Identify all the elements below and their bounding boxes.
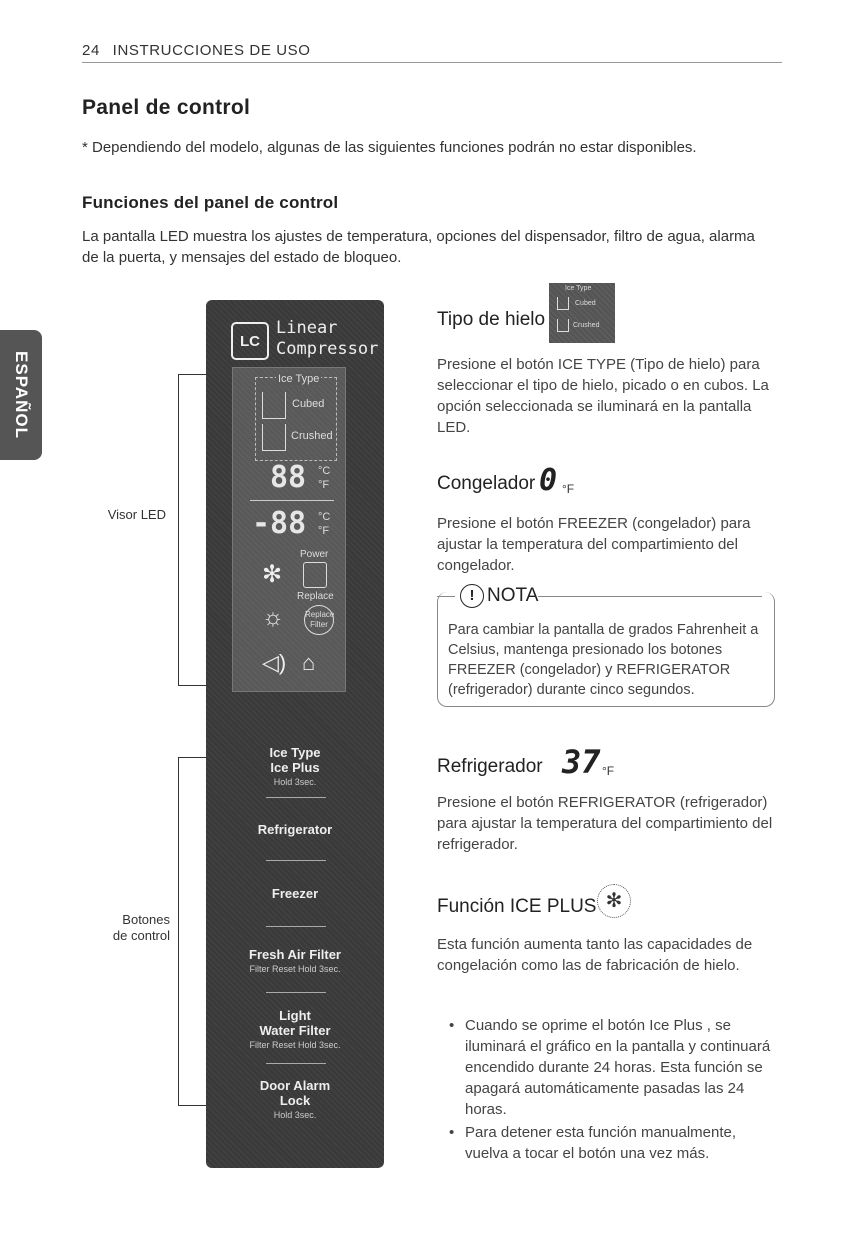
brand-text [276,318,378,360]
note-body: Para cambiar la pantalla de grados Fahrenheit a Celsius, mantenga presionado los botones FREEZER (congelador) y REFRIGERATOR (refrigerador) durante cinco segundos. [448,622,759,698]
refrigerador-body: Presione el botón REFRIGERATOR (refrigerador) para ajustar la temperatura del compartimiento del refrigerador. [437,794,773,853]
fahrenheit-label: °F [318,525,330,537]
language-tab [0,330,42,460]
page-header [82,42,311,59]
brand-line1: Linear [276,318,338,338]
ice-type-icon-crushed: Crushed [573,322,600,329]
fahrenheit-label: °F [318,479,330,491]
lcd-power: Power [300,549,329,560]
replace-filter-icon: Replace Filter [304,605,334,635]
refrigerador-unit: °F [602,764,615,778]
hold-label: Hold 3sec. [273,777,317,787]
botones-label-line1: Botones [122,912,170,927]
lock-icon: ⌂ [302,650,316,675]
lcd-crushed: Crushed [291,430,333,442]
fridge-units [318,510,330,538]
visor-led-label: Visor LED [107,507,166,522]
page-number: 24 [82,42,100,59]
brand-line2: Compressor [276,339,379,359]
iceplus-body: Esta función aumenta tanto las capacidades de congelación como las de fabricación de hielo. [437,936,753,974]
info-icon: ! [460,584,484,608]
ice-type-button[interactable] [206,745,384,790]
button-divider [266,860,326,861]
celsius-label: °C [318,511,331,523]
freezer-digits: 88 [270,460,307,495]
congelador-title: Congelador [437,473,536,494]
botones-label [90,912,170,944]
note-rule [512,596,762,597]
ice-type-icon-cubed: Cubed [575,300,596,307]
fresh-air-filter-button[interactable] [206,947,384,977]
button-divider [266,797,326,798]
ice-type-icon-title: Ice Type [565,285,592,292]
lcd-divider [250,500,334,501]
door-alarm-lock-button[interactable] [206,1078,384,1123]
refrigerador-title: Refrigerador [437,756,543,777]
lcd-ice-type: Ice Type [278,373,320,385]
fridge-digits: -88 [252,506,307,541]
iceplus-bullets [437,1015,777,1166]
button-divider [266,992,326,993]
freezer-units [318,464,330,492]
page-title: Panel de control [82,96,251,119]
water-filter-label: Water Filter [259,1023,331,1038]
iceplus-title: Función ICE PLUS [437,896,597,917]
language-tab-label: ESPAÑOL [12,351,31,439]
snowflake-icon: ✻ [597,884,631,918]
section-name: INSTRUCCIONES DE USO [112,42,311,59]
hold-label: Hold 3sec. [273,1110,317,1120]
speaker-icon: ◁) [262,650,287,675]
light-water-filter-button[interactable] [206,1008,384,1053]
cup-icon [262,392,286,419]
ice-type-icon [549,283,615,343]
freezer-button[interactable]: Freezer [271,886,319,901]
congelador-digit: 0 [539,463,558,498]
door-alarm-label: Door Alarm [259,1078,331,1093]
intro-text: La pantalla LED muestra los ajustes de temperatura, opciones del dispensador, filtro de agua, alarma de la puerta, y mensajes del estado de bloqueo. [82,228,755,266]
cup-icon [557,297,569,310]
congelador-body: Presione el botón FREEZER (congelador) para ajustar la temperatura del compartimiento del congelador. [437,515,751,574]
lock-label: Lock [279,1093,311,1108]
subtitle: Funciones del panel de control [82,193,339,212]
list-item: • Para detener esta función manualmente, vuelva a tocar el botón una vez más. [437,1122,777,1164]
note-title: NOTA [487,585,539,606]
celsius-label: °C [318,465,331,477]
lcd-replace: Replace [297,591,334,602]
refrigerador-digits: 37 [562,743,601,781]
refrigerator-button[interactable]: Refrigerator [257,822,333,837]
cup-icon [262,424,286,451]
button-divider [266,1063,326,1064]
button-divider [266,926,326,927]
congelador-unit: °F [562,482,575,496]
header-rule [82,62,782,63]
ice-plus-button-label: Ice Plus [270,760,320,775]
light-bulb-icon: ☼ [262,604,284,631]
filter-reset-label: Filter Reset Hold 3sec. [249,1040,341,1050]
cup-icon [557,319,569,332]
disclaimer: * Dependiendo del modelo, algunas de las siguientes funciones podrán no estar disponibles. [82,139,697,156]
tipo-title: Tipo de hielo [437,309,546,330]
filter-icon [303,562,327,588]
list-item: • Cuando se oprime el botón Ice Plus , se iluminará el gráfico en la pantalla y continuará encendido durante 24 horas. Esta función se apagará automáticamente pasadas las 24 horas. [437,1015,777,1120]
snowflake-icon: ✻ [262,561,283,588]
filter-reset-label: Filter Reset Hold 3sec. [249,964,341,974]
ice-type-button-label: Ice Type [269,745,321,760]
light-label: Light [279,1008,311,1023]
tipo-body: Presione el botón ICE TYPE (Tipo de hielo) para seleccionar el tipo de hielo, picado o en cubos. La opción seleccionada se iluminará en la pantalla LED. [437,356,769,436]
note-rule [437,596,455,597]
botones-label-line2: de control [112,928,170,943]
lc-logo: LC [231,322,269,360]
fresh-air-label: Fresh Air Filter [249,947,341,962]
lcd-cubed: Cubed [292,398,325,410]
